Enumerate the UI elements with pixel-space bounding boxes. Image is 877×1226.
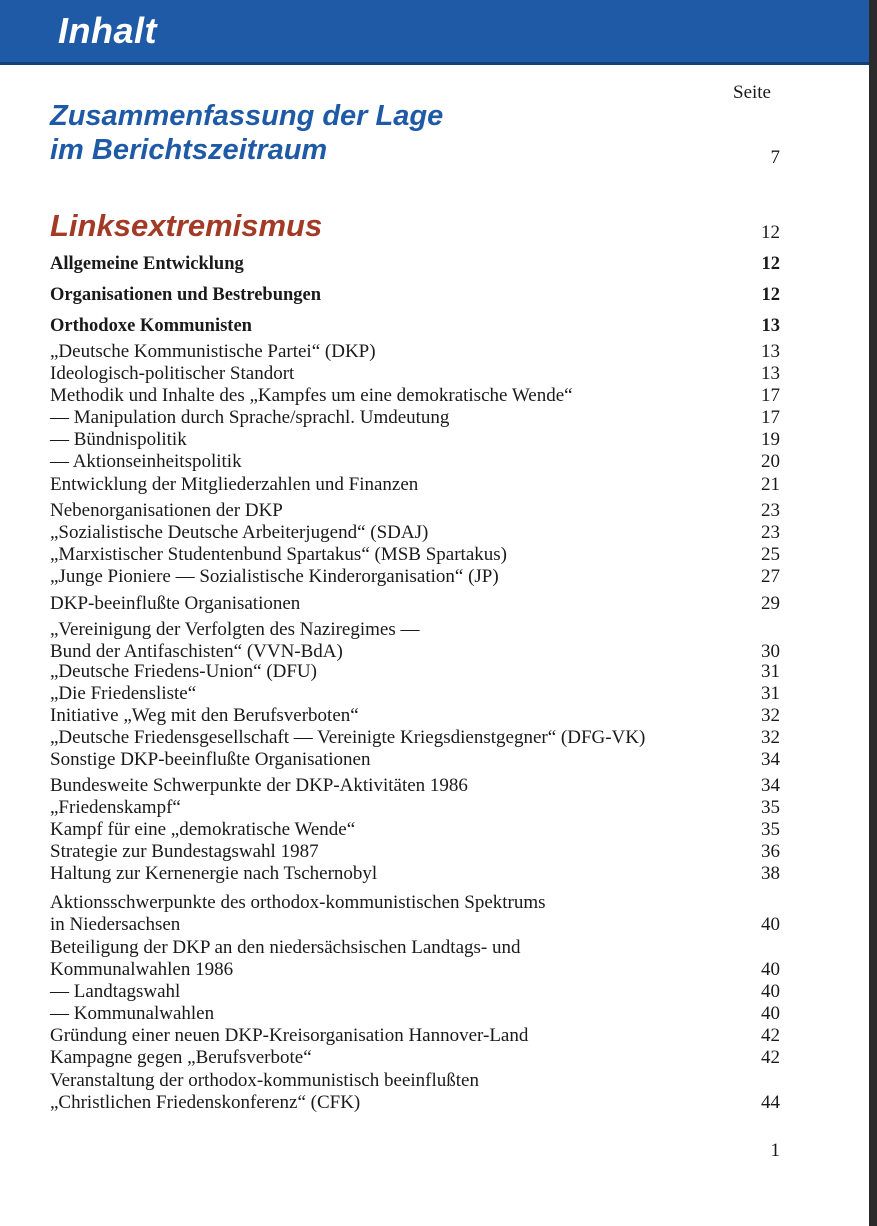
section-title-summary: Zusammenfassung der Lage im Berichtszeitraum: [50, 100, 444, 166]
toc-entry: [50, 451, 780, 473]
toc-entry: [50, 315, 780, 337]
toc-entry: [50, 474, 780, 496]
toc-entry-page: 21: [761, 474, 780, 495]
toc-entry-title: „Deutsche Friedensgesellschaft — Vereinigte Kriegsdienstgegner“ (DFG-VK): [50, 727, 646, 748]
header-band: [0, 0, 869, 65]
toc-entry-title: Strategie zur Bundestagswahl 1987: [50, 841, 319, 862]
toc-entry-page: 40: [761, 981, 780, 1002]
page-title: Inhalt: [58, 10, 157, 51]
toc-entry: [50, 341, 780, 363]
toc-entry: [50, 819, 780, 841]
toc-entry-title: Bundesweite Schwerpunkte der DKP-Aktivitäten 1986: [50, 775, 468, 796]
toc-entry: [50, 683, 780, 705]
toc-entry: [50, 937, 780, 981]
toc-entry-title: Organisationen und Bestrebungen: [50, 285, 322, 305]
page-column-label: Seite: [733, 82, 771, 103]
toc-entry-page: 12: [761, 254, 780, 274]
toc-entry-page: 36: [761, 841, 780, 862]
toc-entry-page: 42: [761, 1047, 780, 1068]
toc-entry: [50, 500, 780, 522]
toc-entry-title: Allgemeine Entwicklung: [50, 254, 244, 274]
toc-entry-page: 31: [761, 683, 780, 704]
toc-entry-title: „Deutsche Friedens-Union“ (DFU): [50, 661, 317, 682]
toc-entry-title: „Junge Pioniere — Sozialistische Kinderorganisation“ (JP): [50, 566, 499, 587]
toc-entry: [50, 429, 780, 451]
toc-entry-page: 25: [761, 544, 780, 565]
toc-entry-title: Haltung zur Kernenergie nach Tschernobyl: [50, 863, 378, 884]
toc-entry-page: 23: [761, 500, 780, 521]
toc-entry-title: Ideologisch-politischer Standort: [50, 363, 295, 384]
toc-entry: [50, 705, 780, 727]
toc-entry: [50, 797, 780, 819]
toc-entry: [50, 544, 780, 566]
toc-entry-page: 40: [761, 959, 780, 980]
toc-entry-title: Sonstige DKP-beeinflußte Organisationen: [50, 749, 371, 770]
page-number: 1: [770, 1140, 780, 1161]
toc-entry-page: 44: [761, 1092, 780, 1113]
toc-entry-page: 19: [761, 429, 780, 450]
toc-entry-page: 35: [761, 819, 780, 840]
toc-entry-title: Kampagne gegen „Berufsverbote“: [50, 1047, 312, 1068]
toc-entry-title: „Deutsche Kommunistische Partei“ (DKP): [50, 341, 376, 362]
toc-entry: [50, 619, 780, 663]
toc-entry-page: 13: [761, 316, 780, 336]
toc-entry-page: 23: [761, 522, 780, 543]
toc-entry-title: Nebenorganisationen der DKP: [50, 500, 283, 521]
toc-entry-title: „Sozialistische Deutsche Arbeiterjugend“ (SDAJ): [50, 522, 429, 543]
toc-entry: [50, 284, 780, 306]
toc-entry-page: 29: [761, 593, 780, 614]
toc-entry-title: Beteiligung der DKP an den niedersächsischen Landtags- und Kommunalwahlen 1986: [50, 937, 521, 980]
toc-entry-title: Aktionsschwerpunkte des orthodox-kommunistischen Spektrums in Niedersachsen: [50, 892, 546, 935]
toc-entry: [50, 566, 780, 588]
toc-entry: [50, 863, 780, 885]
toc-entry-title: „Friedenskampf“: [50, 797, 181, 818]
toc-entry-title: Entwicklung der Mitgliederzahlen und Finanzen: [50, 474, 419, 495]
toc-entry-title: DKP-beeinflußte Organisationen: [50, 593, 301, 614]
section-page-summary: 7: [770, 147, 780, 168]
toc-entry-page: 13: [761, 363, 780, 384]
toc-entry-title: „Marxistischer Studentenbund Spartakus“ (MSB Spartakus): [50, 544, 507, 565]
toc-entry-title: — Bündnispolitik: [50, 429, 187, 450]
toc-entry-title: — Landtagswahl: [50, 981, 181, 1002]
toc-entry: [50, 775, 780, 797]
toc-entry: [50, 1025, 780, 1047]
section-page-left-extremism: 12: [761, 222, 780, 243]
toc-entry: [50, 522, 780, 544]
toc-entry: [50, 253, 780, 275]
toc-entry-page: 20: [761, 451, 780, 472]
toc-entry: [50, 1003, 780, 1025]
toc-entry-page: 38: [761, 863, 780, 884]
toc-entry-page: 30: [761, 641, 780, 662]
toc-entry-title: Veranstaltung der orthodox-kommunistisch beeinflußten „Christlichen Friedenskonferenz“ (CFK): [50, 1070, 479, 1113]
section-title-left-extremism: Linksextremismus: [50, 208, 323, 243]
toc-entry-page: 31: [761, 661, 780, 682]
toc-entry-page: 40: [761, 1003, 780, 1024]
toc-entry-page: 32: [761, 727, 780, 748]
toc-entry-page: 32: [761, 705, 780, 726]
toc-entry-title: — Kommunalwahlen: [50, 1003, 215, 1024]
toc-entry: [50, 841, 780, 863]
toc-entry-page: 13: [761, 341, 780, 362]
toc-entry: [50, 363, 780, 385]
toc-entry-title: Kampf für eine „demokratische Wende“: [50, 819, 356, 840]
toc-entry: [50, 892, 780, 936]
toc-entry-title: Orthodoxe Kommunisten: [50, 316, 252, 336]
toc-entry: [50, 385, 780, 407]
toc-entry-page: 34: [761, 775, 780, 796]
toc-entry: [50, 981, 780, 1003]
toc-entry-page: 42: [761, 1025, 780, 1046]
toc-entry-title: „Vereinigung der Verfolgten des Naziregimes — Bund der Antifaschisten“ (VVN-BdA): [50, 619, 420, 662]
toc-entry-title: — Aktionseinheitspolitik: [50, 451, 242, 472]
toc-entry: [50, 593, 780, 615]
toc-entry-page: 40: [761, 914, 780, 935]
toc-entry-title: „Die Friedensliste“: [50, 683, 197, 704]
toc-entry-page: 17: [761, 407, 780, 428]
toc-entry-page: 27: [761, 566, 780, 587]
toc-entry: [50, 407, 780, 429]
toc-entry: [50, 1047, 780, 1069]
page-edge: [869, 0, 877, 1226]
toc-entry: [50, 661, 780, 683]
toc-entry-title: Methodik und Inhalte des „Kampfes um eine demokratische Wende“: [50, 385, 573, 406]
toc-entry-title: — Manipulation durch Sprache/sprachl. Umdeutung: [50, 407, 450, 428]
toc-entry-page: 17: [761, 385, 780, 406]
toc-entry: [50, 749, 780, 771]
toc-entry-title: Gründung einer neuen DKP-Kreisorganisation Hannover-Land: [50, 1025, 529, 1046]
toc-entry-page: 34: [761, 749, 780, 770]
toc-entry-title: Initiative „Weg mit den Berufsverboten“: [50, 705, 359, 726]
toc-entry: [50, 1070, 780, 1114]
toc-entry: [50, 727, 780, 749]
toc-entry-page: 35: [761, 797, 780, 818]
toc-entry-page: 12: [761, 285, 780, 305]
